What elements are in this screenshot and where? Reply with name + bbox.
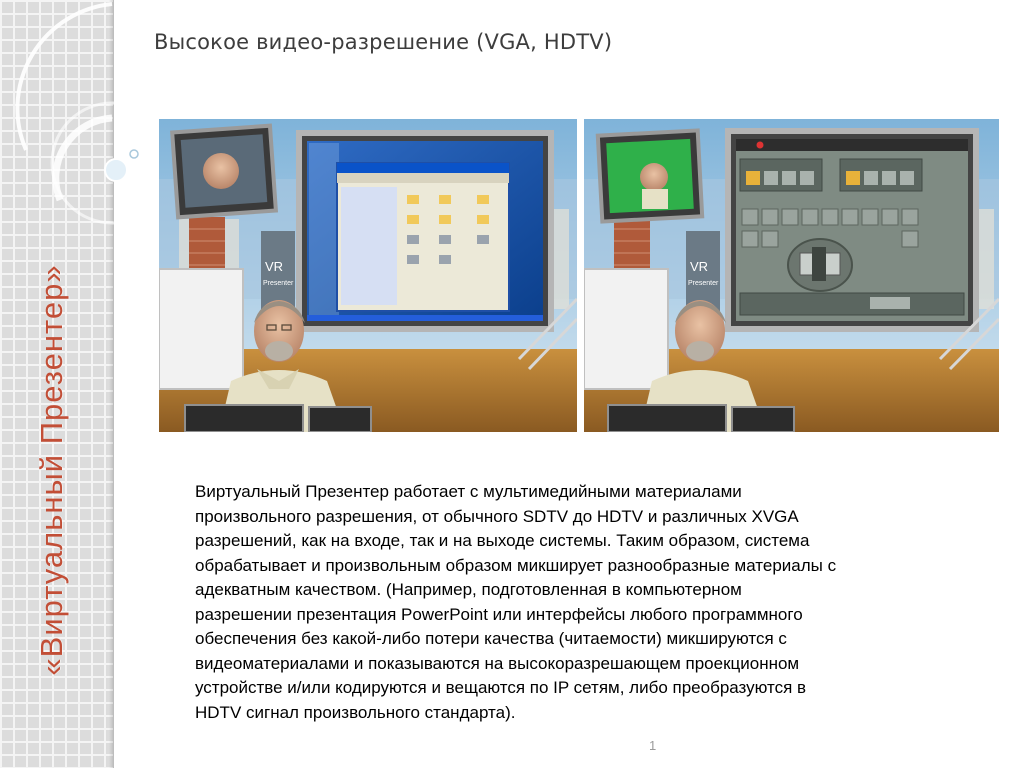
vertical-title: «Виртуальный Презентер»	[34, 264, 69, 676]
vr-sign-sub-left: Presenter	[263, 280, 294, 287]
vr-sign-right: VR	[690, 259, 709, 274]
decor-circle-large	[105, 159, 127, 181]
vr-sign-sub-right: Presenter	[688, 280, 719, 287]
vr-sign-left: VR	[265, 259, 284, 274]
body-text: Виртуальный Презентер работает с мультимедийными материалами произвольного разрешения, от обычного SDTV до HDTV и различных XVGA разрешений, как на входе, так и на выходе системы. Таким образом, система обрабатывает и произвольным образом микширует разнообразные материалы с адекватным качеством. (Например, подготовленная в компьютерном разрешении презентация PowerPoint или интерфейсы любого программного обеспечения без какой-либо потери качества (читаемости) микшируются с видеоматериалами и показываются на высокоразрешающем проекционном устройстве и/или кодируются и вещаются по IP сетям, либо преобразуются в HDTV сигнал произвольного стандарта).	[195, 482, 837, 722]
decor-circle-small	[130, 150, 138, 158]
presenter-photo-left	[159, 119, 577, 432]
decorative-arcs	[0, 0, 160, 260]
presenter-photo-right	[584, 119, 999, 432]
slide-title: Высокое видео-разрешение (VGA, HDTV)	[154, 30, 613, 54]
page-number: 1	[649, 738, 657, 753]
